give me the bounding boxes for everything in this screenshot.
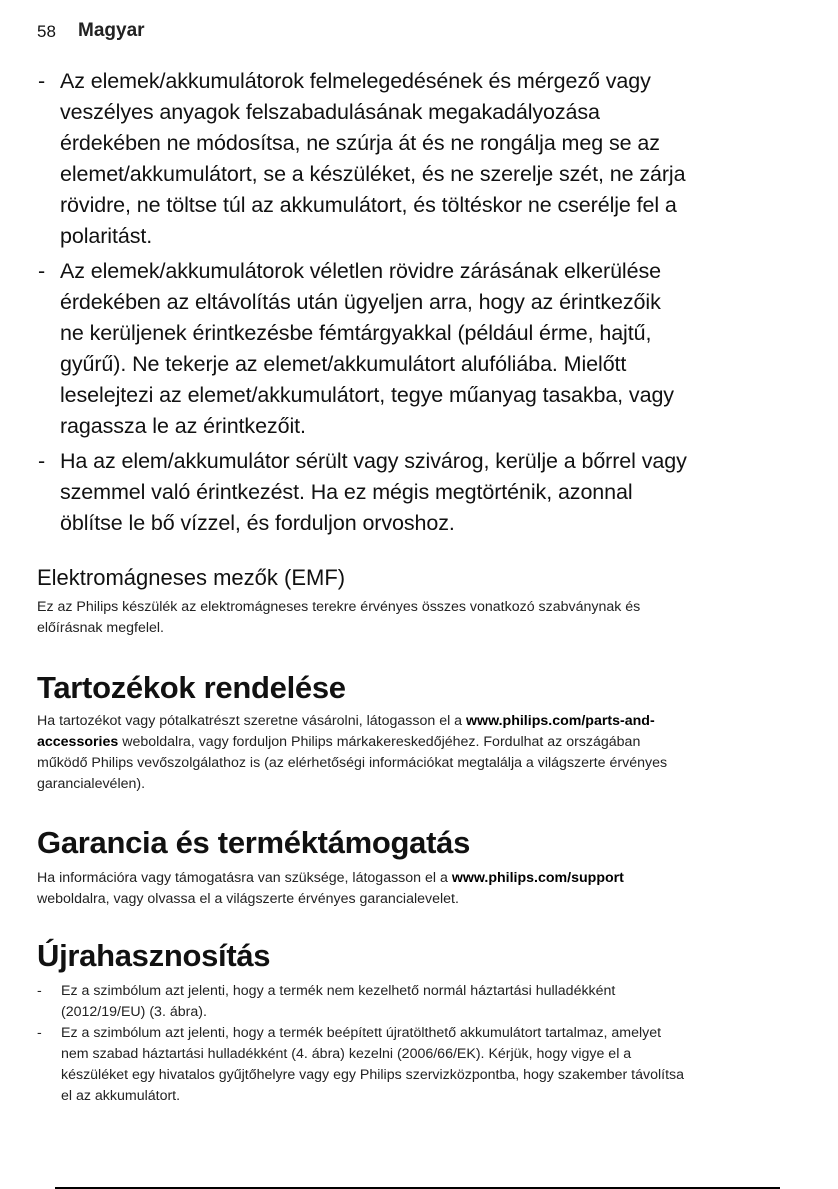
- line: előírásnak megfelel.: [37, 620, 164, 636]
- dash-icon: -: [37, 983, 42, 999]
- line: Ez az Philips készülék az elektromágneses terekre érvényes összes vonatkozó szabványnak és: [37, 599, 641, 615]
- dash-icon: -: [38, 69, 46, 93]
- line: Az elemek/akkumulátorok felmelegedésének és mérgező vagy: [60, 69, 651, 93]
- accessories-link[interactable]: accessories: [37, 734, 119, 750]
- line: érdekében az eltávolítás után ügyeljen arra, hogy az érintkezőik: [60, 290, 661, 314]
- accessories-link[interactable]: www.philips.com/parts-and-: [466, 713, 655, 729]
- line: leselejtezi az elemet/akkumulátort, tegye műanyag tasakba, vagy: [60, 383, 674, 407]
- line: működő Philips vevőszolgálathoz is (az elérhetőségi információkat megtalálja a világszerte érvényes: [37, 755, 668, 771]
- page-number: 58: [37, 22, 56, 41]
- recycling-item: [37, 981, 616, 1023]
- line: gyűrű). Ne tekerje az elemet/akkumulátort alufóliába. Mielőtt: [60, 352, 627, 376]
- line: veszélyes anyagok felszabadulásának megakadályozása: [60, 100, 600, 124]
- line: szemmel való érintkezést. Ha ez mégis megtörténik, azonnal: [60, 480, 633, 504]
- line: Az elemek/akkumulátorok véletlen rövidre zárásának elkerülése: [60, 259, 661, 283]
- line: nem szabad háztartási hulladékként (4. ábra) kezelni (2006/66/EK). Kérjük, hogy vigye el a: [61, 1046, 632, 1062]
- line: el az akkumulátort.: [61, 1088, 181, 1104]
- line: polaritást.: [60, 224, 153, 248]
- emf-heading: Elektromágneses mezők (EMF): [37, 565, 346, 590]
- support-link[interactable]: www.philips.com/support: [451, 870, 624, 886]
- line: elemet/akkumulátort, se a készüléket, és ne szerelje szét, ne zárja: [60, 162, 686, 186]
- page-language: Magyar: [78, 20, 145, 41]
- line: ne kerüljenek érintkezésbe fémtárgyakkal (például érme, hajtű,: [60, 321, 652, 345]
- line: öblítse le bő vízzel, és forduljon orvoshoz.: [60, 511, 455, 535]
- recycling-item: [37, 1023, 684, 1107]
- line: ragassza le az érintkezőit.: [60, 414, 306, 438]
- text: Ha információra vagy támogatásra van szüksége, látogasson el a: [37, 870, 452, 886]
- support-body: [37, 868, 624, 910]
- bullet-item: [38, 66, 686, 252]
- dash-icon: -: [38, 259, 46, 283]
- text: weboldalra, vagy forduljon Philips márkakereskedőjéhez. Fordulhat az országában: [118, 734, 641, 750]
- dash-icon: -: [37, 1025, 42, 1041]
- bullet-item: [38, 446, 687, 539]
- line: Ez a szimbólum azt jelenti, hogy a termék nem kezelhető normál háztartási hulladékként: [61, 983, 616, 999]
- line: Ez a szimbólum azt jelenti, hogy a termék beépített újratölthető akkumulátort tartalmaz, amelyet: [61, 1025, 662, 1041]
- line: rövidre, ne töltse túl az akkumulátort, és töltéskor ne cserélje fel a: [60, 193, 677, 217]
- line: garancialevélen).: [37, 776, 146, 792]
- line: weboldalra, vagy olvassa el a világszerte érvényes garancialevelet.: [37, 891, 459, 907]
- accessories-body: [37, 711, 667, 795]
- dash-icon: -: [38, 449, 46, 473]
- recycling-heading: Újrahasznosítás: [37, 938, 271, 973]
- support-heading: Garancia és terméktámogatás: [37, 825, 471, 860]
- line: (2012/19/EU) (3. ábra).: [61, 1004, 207, 1020]
- line: érdekében ne módosítsa, ne szúrja át és ne rongálja meg se az: [60, 131, 660, 155]
- line: Ha az elem/akkumulátor sérült vagy szivárog, kerülje a bőrrel vagy: [60, 449, 687, 473]
- accessories-heading: Tartozékok rendelése: [37, 670, 346, 705]
- bullet-item: [38, 256, 674, 442]
- emf-body: [37, 597, 640, 639]
- text: Ha tartozékot vagy pótalkatrészt szeretne vásárolni, látogasson el a: [37, 713, 467, 729]
- line: készüléket egy hivatalos gyűjtőhelyre vagy egy Philips szervizközpontba, hogy szakember távolítsa: [61, 1067, 684, 1083]
